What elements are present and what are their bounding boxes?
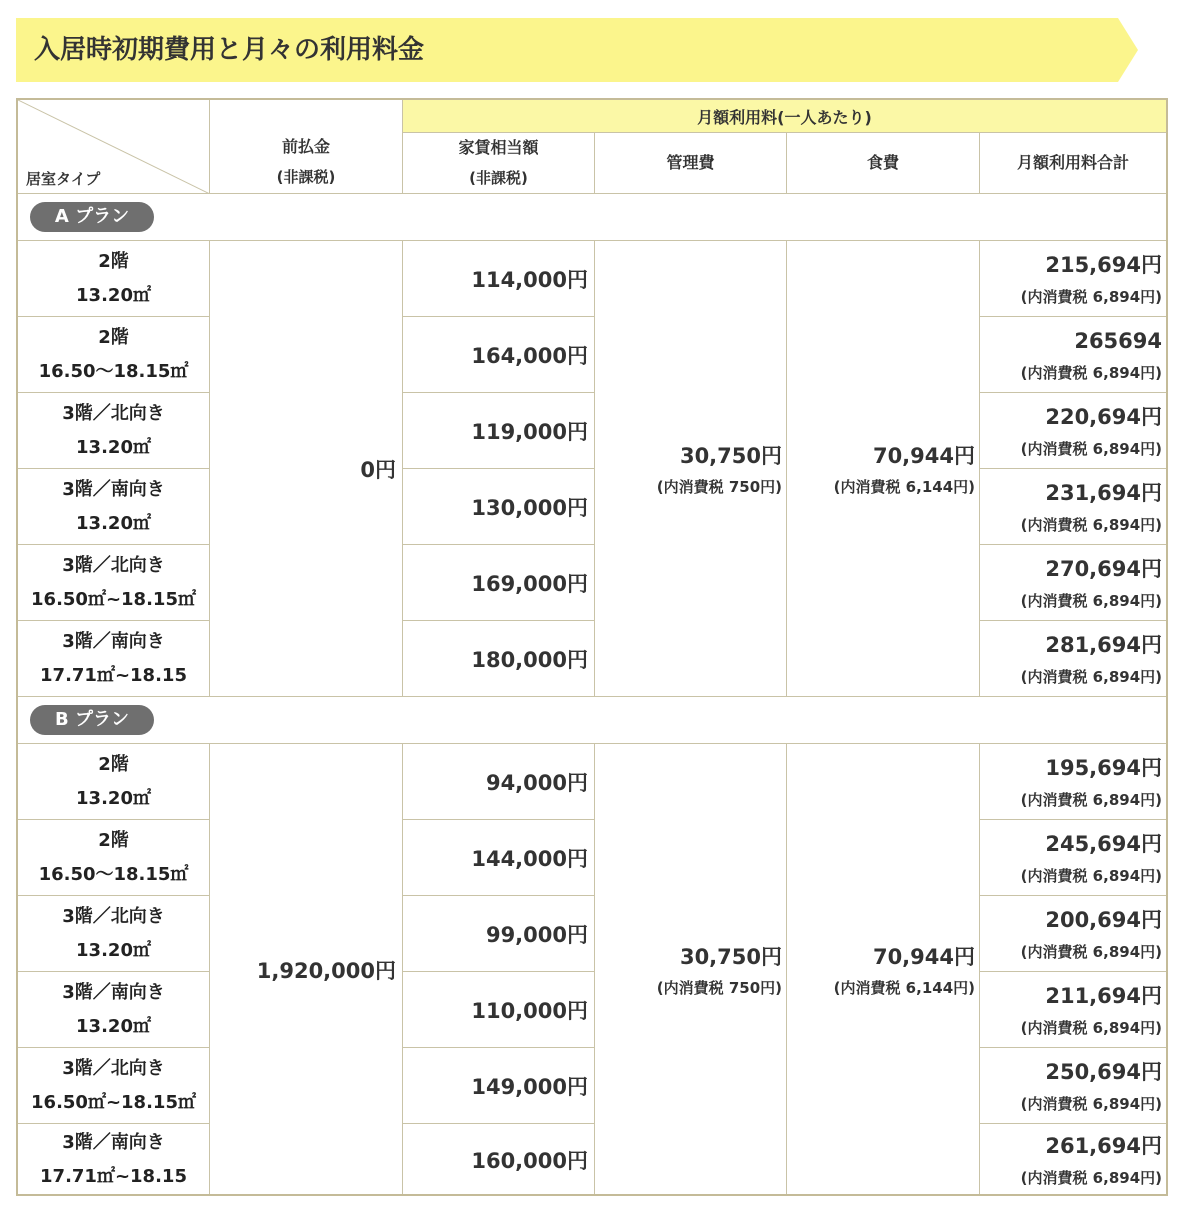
total-cell	[980, 744, 1166, 820]
table-row-room	[18, 545, 210, 621]
page-title: 入居時初期費用と月々の利用料金	[34, 35, 425, 65]
table-row-room	[18, 469, 210, 545]
room-floor: 2階	[98, 753, 129, 775]
rent-cell	[403, 469, 595, 545]
food-header-label: 食費	[866, 153, 899, 172]
rent-cell	[403, 972, 595, 1048]
total-cell	[980, 1124, 1166, 1196]
total-amount: 250,694円	[1045, 1059, 1162, 1084]
room-floor: 3階／北向き	[62, 554, 165, 576]
food-header	[787, 133, 980, 194]
fee-table	[16, 98, 1168, 1196]
total-tax: (内消費税 6,894円)	[1020, 287, 1162, 306]
table-row-room	[18, 896, 210, 972]
total-cell	[980, 241, 1166, 317]
table-row-room	[18, 621, 210, 697]
total-header-label: 月額利用料合計	[1016, 153, 1129, 172]
room-area: 16.50～18.15㎡	[38, 863, 189, 885]
rent-amount: 99,000円	[485, 922, 588, 947]
total-cell	[980, 545, 1166, 621]
rent-cell	[403, 820, 595, 896]
food-tax: (内消費税 6,144円)	[833, 477, 975, 496]
room-area: 16.50～18.15㎡	[38, 360, 189, 382]
total-tax: (内消費税 6,894円)	[1020, 1169, 1162, 1187]
room-area: 13.20㎡	[76, 436, 151, 458]
rent-amount: 164,000円	[471, 343, 588, 368]
total-amount: 220,694円	[1045, 404, 1162, 429]
total-cell	[980, 820, 1166, 896]
prepay-amount: 0円	[360, 457, 396, 482]
total-cell	[980, 972, 1166, 1048]
rent-cell	[403, 1124, 595, 1196]
mgmt-tax: (内消費税 750円)	[656, 979, 782, 997]
table-row-room	[18, 820, 210, 896]
total-cell	[980, 393, 1166, 469]
rent-header	[403, 133, 595, 194]
total-tax: (内消費税 6,894円)	[1020, 1094, 1162, 1113]
rent-amount: 180,000円	[471, 647, 588, 672]
mgmt-tax: (内消費税 750円)	[656, 477, 782, 496]
plan-b-band	[18, 697, 1166, 744]
monthly-fee-band	[403, 100, 1166, 133]
room-area: 13.20㎡	[76, 787, 151, 809]
prepay-header-note: (非課税)	[276, 167, 336, 186]
room-area: 17.71㎡~18.15	[40, 1166, 187, 1187]
room-floor: 3階／南向き	[62, 630, 165, 652]
total-amount: 265694	[1074, 328, 1162, 353]
room-floor: 3階／北向き	[62, 402, 165, 424]
rent-cell	[403, 241, 595, 317]
room-type-label: 居室タイプ	[26, 170, 101, 188]
total-amount: 200,694円	[1045, 907, 1162, 932]
rent-amount: 169,000円	[471, 571, 588, 596]
mgmt-amount: 30,750円	[679, 945, 782, 969]
rent-amount: 94,000円	[485, 770, 588, 795]
table-row-room	[18, 744, 210, 820]
rent-amount: 130,000円	[471, 495, 588, 520]
rent-amount: 144,000円	[471, 846, 588, 871]
table-row-room	[18, 1048, 210, 1124]
total-cell	[980, 1048, 1166, 1124]
rent-cell	[403, 621, 595, 697]
room-area: 16.50㎡~18.15㎡	[31, 588, 196, 610]
total-tax: (内消費税 6,894円)	[1020, 591, 1162, 610]
rent-amount: 110,000円	[471, 998, 588, 1023]
title-banner	[16, 18, 1138, 82]
total-amount: 281,694円	[1045, 632, 1162, 657]
plan-b-prepay	[210, 744, 403, 1196]
room-floor: 2階	[98, 250, 129, 272]
prepay-amount: 1,920,000円	[256, 959, 396, 983]
plan-a-prepay	[210, 241, 403, 697]
food-amount: 70,944円	[872, 443, 975, 468]
room-area: 17.71㎡~18.15	[40, 664, 187, 686]
table-row-room	[18, 972, 210, 1048]
total-amount: 270,694円	[1045, 556, 1162, 581]
mgmt-header-label: 管理費	[666, 153, 715, 172]
rent-cell	[403, 896, 595, 972]
rent-amount: 149,000円	[471, 1074, 588, 1099]
total-amount: 211,694円	[1045, 983, 1162, 1008]
rent-amount: 114,000円	[471, 267, 588, 292]
room-floor: 3階／南向き	[62, 1132, 165, 1153]
prepay-header	[210, 100, 403, 194]
room-area: 16.50㎡~18.15㎡	[31, 1091, 196, 1113]
rent-amount: 160,000円	[471, 1149, 588, 1173]
total-amount: 215,694円	[1045, 252, 1162, 277]
total-tax: (内消費税 6,894円)	[1020, 790, 1162, 809]
room-area: 13.20㎡	[76, 1015, 151, 1037]
rent-cell	[403, 744, 595, 820]
total-amount: 195,694円	[1045, 755, 1162, 780]
room-area: 13.20㎡	[76, 512, 151, 534]
room-floor: 2階	[98, 326, 129, 348]
rent-header-note: (非課税)	[469, 169, 528, 187]
total-tax: (内消費税 6,894円)	[1020, 1018, 1162, 1037]
total-tax: (内消費税 6,894円)	[1020, 363, 1162, 382]
room-floor: 3階／南向き	[62, 981, 165, 1003]
total-amount: 231,694円	[1045, 480, 1162, 505]
table-row-room	[18, 393, 210, 469]
table-row-room	[18, 317, 210, 393]
rent-cell	[403, 545, 595, 621]
total-tax: (内消費税 6,894円)	[1020, 667, 1162, 686]
plan-a-badge: A プラン	[30, 202, 154, 232]
food-amount: 70,944円	[872, 945, 975, 969]
total-amount: 261,694円	[1045, 1134, 1162, 1158]
plan-a-band	[18, 194, 1166, 241]
plan-b-badge: B プラン	[30, 705, 154, 735]
prepay-header-label: 前払金	[281, 136, 330, 156]
total-tax: (内消費税 6,894円)	[1020, 866, 1162, 885]
room-area: 13.20㎡	[76, 939, 151, 961]
table-row-room	[18, 241, 210, 317]
mgmt-header	[595, 133, 787, 194]
total-amount: 245,694円	[1045, 831, 1162, 856]
total-cell	[980, 469, 1166, 545]
total-cell	[980, 317, 1166, 393]
monthly-fee-band-label: 月額利用料(一人あたり)	[697, 107, 872, 127]
food-tax: (内消費税 6,144円)	[833, 979, 975, 997]
total-tax: (内消費税 6,894円)	[1020, 515, 1162, 534]
plan-a-food	[787, 241, 980, 697]
total-tax: (内消費税 6,894円)	[1020, 439, 1162, 458]
mgmt-amount: 30,750円	[679, 443, 782, 468]
rent-header-label: 家賃相当額	[458, 138, 539, 157]
plan-b-food	[787, 744, 980, 1196]
plan-a-mgmt	[595, 241, 787, 697]
total-header	[980, 133, 1166, 194]
room-floor: 3階／北向き	[62, 905, 165, 927]
table-row-room	[18, 1124, 210, 1196]
rent-amount: 119,000円	[471, 419, 588, 444]
room-area: 13.20㎡	[76, 284, 151, 306]
room-floor: 3階／北向き	[62, 1057, 165, 1079]
total-cell	[980, 896, 1166, 972]
room-floor: 2階	[98, 829, 129, 851]
rent-cell	[403, 393, 595, 469]
rent-cell	[403, 1048, 595, 1124]
total-cell	[980, 621, 1166, 697]
rent-cell	[403, 317, 595, 393]
plan-b-mgmt	[595, 744, 787, 1196]
total-tax: (内消費税 6,894円)	[1020, 942, 1162, 961]
room-floor: 3階／南向き	[62, 478, 165, 500]
